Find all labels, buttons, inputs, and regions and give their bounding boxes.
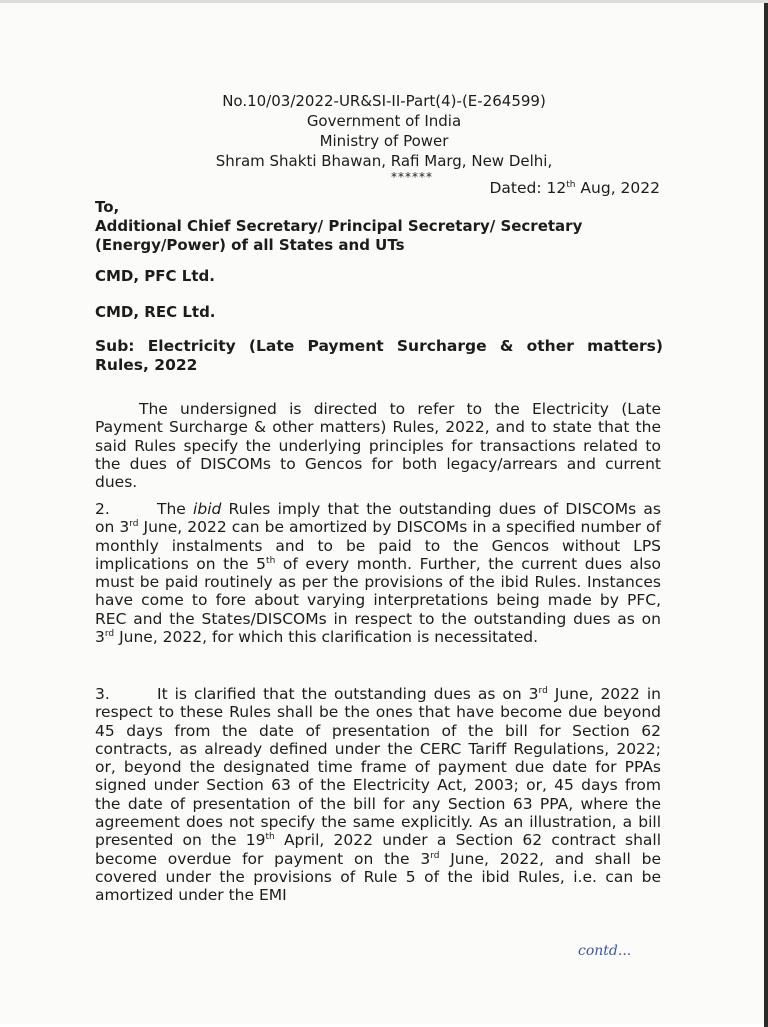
letter-header (0, 91, 768, 183)
org-address: Shram Shakti Bhawan, Rafi Marg, New Delhi, (215, 152, 553, 170)
addressee-line-1: Additional Chief Secretary/ Principal Secretary/ Secretary (95, 217, 583, 235)
paragraph-number: 2. (95, 500, 110, 518)
letter-date: Dated: 12th Aug, 2022 (489, 179, 660, 197)
paragraph-1: The undersigned is directed to refer to the Electricity (Late Payment Surcharge & other matters) Rules, 2022, and to state that the said Rules specify the underlying principles for transactions related to the dues of DISCOMs to Gencos for both legacy/arrears and current dues. (95, 400, 661, 492)
reference-number: No.10/03/2022-UR&SI-II-Part(4)-(E-264599) (222, 92, 546, 110)
addressee-block (95, 198, 695, 255)
org-government: Government of India (306, 112, 462, 130)
subject-line: Sub: Electricity (Late Payment Surcharge & other matters) Rules, 2022 (95, 337, 663, 374)
paragraph-number: 3. (95, 685, 110, 703)
paragraph-3: 3. It is clarified that the outstanding dues as on 3rd June, 2022 in respect to these Rules shall be the ones that have become due beyond 45 days from the date of presentation of the bill for Section 62 contracts, as already defined under the CERC Tariff Regulations, 2022; or, beyond the designated time frame of payment due date for PPAs signed under Section 63 of the Electricity Act, 2003; or, 45 days from the date of presentation of the bill for any Section 63 PPA, where the agreement does not specify the same explicitly. As an illustration, a bill presented on the 19th April, 2022 under a Section 62 contract shall become overdue for payment on the 3rd June, 2022, and shall be covered under the provisions of Rule 5 of the ibid Rules, i.e. can be amortized under the EMI (95, 685, 662, 905)
paragraph-2: 2. The ibid Rules imply that the outstanding dues of DISCOMs as on 3rd June, 2022 can be amortized by DISCOMs in a specified number of monthly instalments and to be paid to the Gencos without LPS implications on the 5th of every month. Further, the current dues also must be paid routinely as per the provisions of the ibid Rules. Instances have come to fore about varying interpretations being made by PFC, REC and the States/DISCOMs in respect to the outstanding dues as on 3rd June, 2022, for which this clarification is necessitated. (95, 500, 662, 647)
to-label: To, (95, 198, 120, 216)
org-ministry: Ministry of Power (319, 132, 449, 150)
continued-note: contd... (578, 943, 632, 959)
addressee-cmd-pfc: CMD, PFC Ltd. (95, 267, 215, 285)
separator-stars: ****** (391, 170, 433, 184)
addressee-cmd-rec: CMD, REC Ltd. (95, 303, 216, 321)
addressee-line-2: (Energy/Power) of all States and UTs (95, 236, 405, 254)
